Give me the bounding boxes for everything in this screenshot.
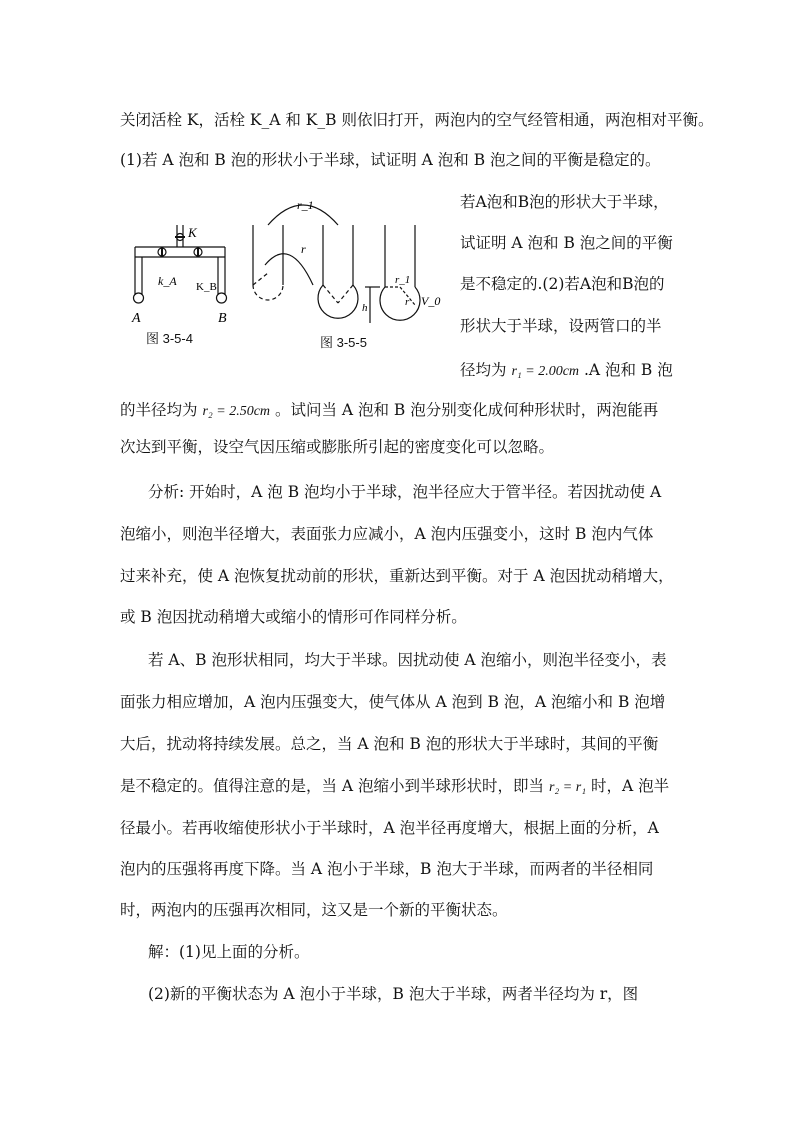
label-KB: K_B — [196, 281, 217, 293]
label-r-small: r — [405, 296, 410, 308]
text-segment: 的半径均为 — [120, 401, 203, 419]
text-line: 次达到平衡，设空气因压缩或膨胀所引起的密度变化可以忽略。 — [120, 438, 555, 456]
text-line: 时，两泡内的压强再次相同，这又是一个新的平衡状态。 — [120, 901, 508, 919]
text-line: 若A泡和B泡的形状大于半球， — [460, 193, 669, 211]
text-line: (2)新的平衡状态为 A 泡小于半球，B 泡大于半球，两者半径均为 r，图 — [148, 985, 639, 1003]
figure-3-5-4 — [120, 215, 240, 325]
label-kA: k_A — [158, 274, 177, 288]
math-r1: r₁ = 2.00cm — [511, 364, 580, 379]
text-line — [120, 400, 658, 422]
label-A: A — [132, 311, 141, 325]
text-segment: 是不稳定的。值得注意的是，当 A 泡缩小到半球形状时，即当 — [120, 777, 549, 795]
text-line: 关闭活栓 K，活栓 K_A 和 K_B 则依旧打开，两泡内的空气经管相通，两泡相对平衡。 — [120, 111, 714, 129]
text-line: 试证明 A 泡和 B 泡之间的平衡 — [460, 234, 673, 252]
text-segment: 。试问当 A 泡和 B 泡分别变化成何种形状时，两泡能再 — [270, 401, 659, 419]
text-line — [120, 776, 669, 798]
text-line: (1)若 A 泡和 B 泡的形状小于半球，试证明 A 泡和 B 泡之间的平衡是稳定的。 — [120, 151, 661, 169]
label-h: h — [362, 302, 368, 314]
text-line — [460, 360, 673, 382]
text-line: 是不稳定的.(2)若A泡和B泡的 — [460, 275, 665, 293]
text-segment: 时，A 泡半 — [586, 777, 670, 795]
text-line: 径最小。若再收缩使形状小于半球时，A 泡半径再度增大，根据上面的分析，A — [120, 819, 659, 837]
text-line: 分析: 开始时，A 泡 B 泡均小于半球，泡半径应大于管半径。若因扰动使 A — [148, 483, 662, 501]
text-line: 面张力相应增加，A 泡内压强变大，使气体从 A 泡到 B 泡，A 泡缩小和 B 泡增 — [120, 693, 666, 711]
text-segment: 径均为 — [460, 361, 512, 379]
label-V0: V_0 — [421, 294, 441, 308]
text-line: 形状大于半球，设两管口的半 — [460, 317, 662, 335]
label-r1: r_1 — [395, 274, 411, 286]
text-line: 若 A、B 泡形状相同，均大于半球。因扰动使 A 泡缩小，则泡半径变小，表 — [148, 651, 667, 669]
text-line: 解：(1)见上面的分析。 — [148, 943, 310, 961]
text-line: 泡内的压强将再度下降。当 A 泡小于半球，B 泡大于半球，而两者的半径相同 — [120, 860, 654, 878]
text-line: 或 B 泡因扰动稍增大或缩小的情形可作同样分析。 — [120, 608, 467, 626]
figure-caption: 图 3-5-4 — [146, 331, 193, 346]
text-line: 过来补充，使 A 泡恢复扰动前的形状，重新达到平衡。对于 A 泡因扰动稍增大， — [120, 567, 674, 585]
figure-3-5-5 — [245, 195, 445, 325]
label-r1-top: r_1 — [297, 198, 314, 212]
math-r2: r₂ = 2.50cm — [202, 404, 271, 419]
text-line: 大后，扰动将持续发展。总之，当 A 泡和 B 泡的形状大于半球时，其间的平衡 — [120, 735, 659, 753]
label-r: r — [301, 242, 306, 256]
label-K: K — [188, 225, 197, 240]
text-segment: .A 泡和 B 泡 — [579, 361, 673, 379]
math-r2-eq-r1: r₂ = r₁ — [548, 780, 587, 795]
label-B: B — [218, 311, 227, 325]
text-line: 泡缩小，则泡半径增大，表面张力应减小，A 泡内压强变小，这时 B 泡内气体 — [120, 525, 654, 543]
figure-caption: 图 3-5-5 — [320, 335, 367, 350]
